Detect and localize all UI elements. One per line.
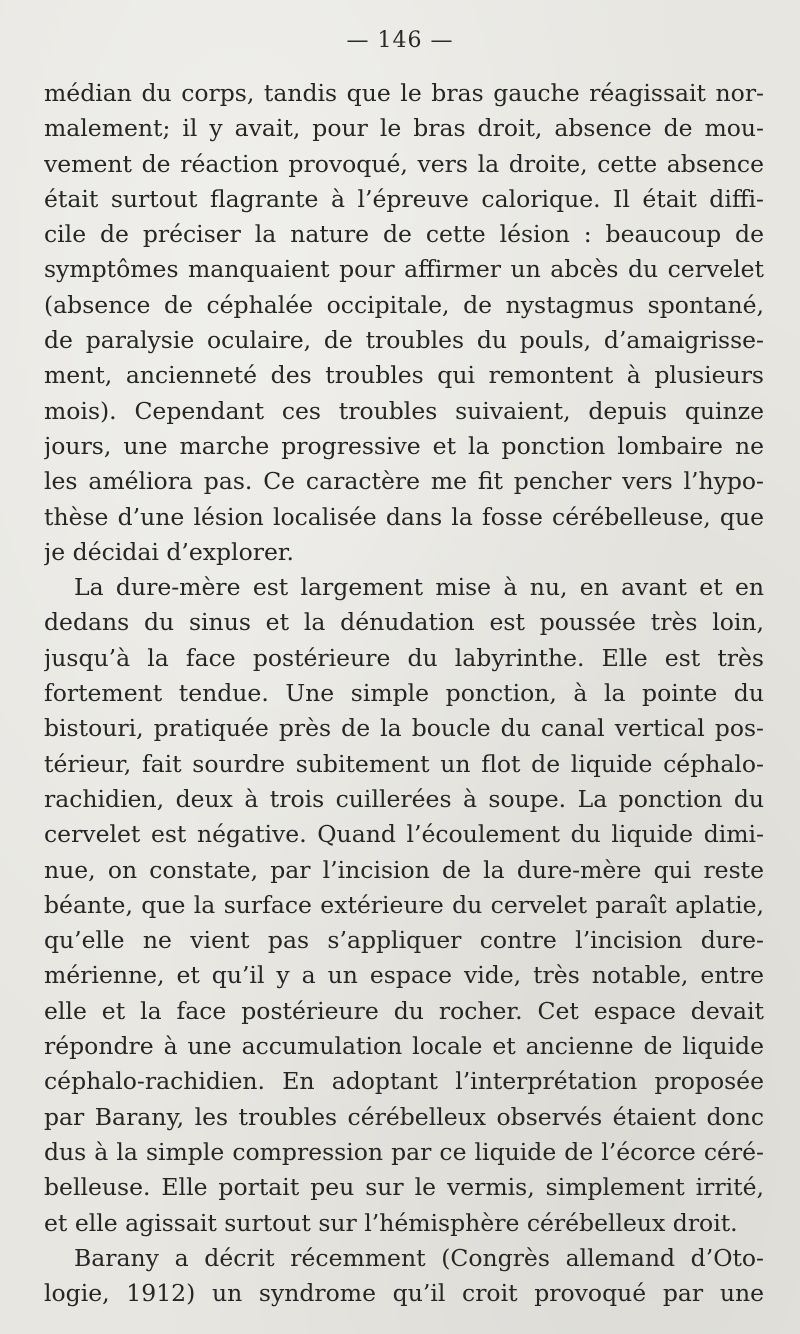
text-line: térieur, fait sourdre subitement un flot de liquide céphalo-	[44, 749, 764, 778]
text-line: ment, ancienneté des troubles qui remontent à plusieurs	[44, 361, 764, 390]
text-line: les améliora pas. Ce caractère me fit pencher vers l’hypo-	[44, 467, 764, 496]
text-line: logie, 1912) un syndrome qu’il croit provoqué par une	[44, 1279, 764, 1308]
text-line: je décidai d’explorer.	[44, 537, 294, 566]
page-number: — 146 —	[346, 28, 454, 53]
text-line: et elle agissait surtout sur l’hémisphère cérébelleux droit.	[44, 1208, 738, 1237]
text-line: par Barany, les troubles cérébelleux observés étaient donc	[44, 1102, 764, 1131]
body-text	[44, 76, 764, 1311]
text-line: nue, on constate, par l’incision de la dure-mère qui reste	[44, 855, 764, 884]
text-line: béante, que la surface extérieure du cervelet paraît aplatie,	[44, 890, 764, 919]
text-line: était surtout flagrante à l’épreuve calorique. Il était diffi-	[44, 184, 764, 213]
text-line: mois). Cependant ces troubles suivaient, depuis quinze	[44, 396, 764, 425]
text-line: répondre à une accumulation locale et ancienne de liquide	[44, 1032, 764, 1061]
text-line: La dure-mère est largement mise à nu, en avant et en	[74, 573, 764, 602]
text-line: belleuse. Elle portait peu sur le vermis, simplement irrité,	[44, 1173, 764, 1202]
text-line: cile de préciser la nature de cette lésion : beaucoup de	[44, 220, 764, 249]
text-line: fortement tendue. Une simple ponction, à la pointe du	[44, 679, 764, 708]
text-line: malement; il y avait, pour le bras droit, absence de mou-	[44, 114, 764, 143]
text-line: bistouri, pratiquée près de la boucle du canal vertical pos-	[44, 714, 764, 743]
text-line: jours, une marche progressive et la ponction lombaire ne	[44, 431, 764, 460]
text-line: Barany a décrit récemment (Congrès allemand d’Oto-	[74, 1243, 764, 1272]
text-line: qu’elle ne vient pas s’appliquer contre l’incision dure-	[44, 926, 764, 955]
text-line: dedans du sinus et la dénudation est poussée très loin,	[44, 608, 764, 637]
text-line: cervelet est négative. Quand l’écoulement du liquide dimi-	[44, 820, 764, 849]
text-line: mérienne, et qu’il y a un espace vide, très notable, entre	[44, 961, 764, 990]
text-line: jusqu’à la face postérieure du labyrinthe. Elle est très	[44, 643, 764, 672]
text-line: rachidien, deux à trois cuillerées à soupe. La ponction du	[44, 784, 764, 813]
text-line: symptômes manquaient pour affirmer un abcès du cervelet	[44, 255, 764, 284]
text-line: médian du corps, tandis que le bras gauche réagissait nor-	[44, 79, 764, 107]
text-line: de paralysie oculaire, de troubles du pouls, d’amaigrisse-	[44, 326, 764, 355]
text-line: thèse d’une lésion localisée dans la fosse cérébelleuse, que	[44, 502, 764, 531]
text-line: céphalo-rachidien. En adoptant l’interprétation proposée	[44, 1067, 764, 1096]
text-line: (absence de céphalée occipitale, de nystagmus spontané,	[44, 290, 764, 319]
text-line: elle et la face postérieure du rocher. Cet espace devait	[44, 996, 764, 1025]
text-line: vement de réaction provoqué, vers la droite, cette absence	[44, 149, 764, 178]
text-line: dus à la simple compression par ce liquide de l’écorce céré-	[44, 1137, 764, 1166]
